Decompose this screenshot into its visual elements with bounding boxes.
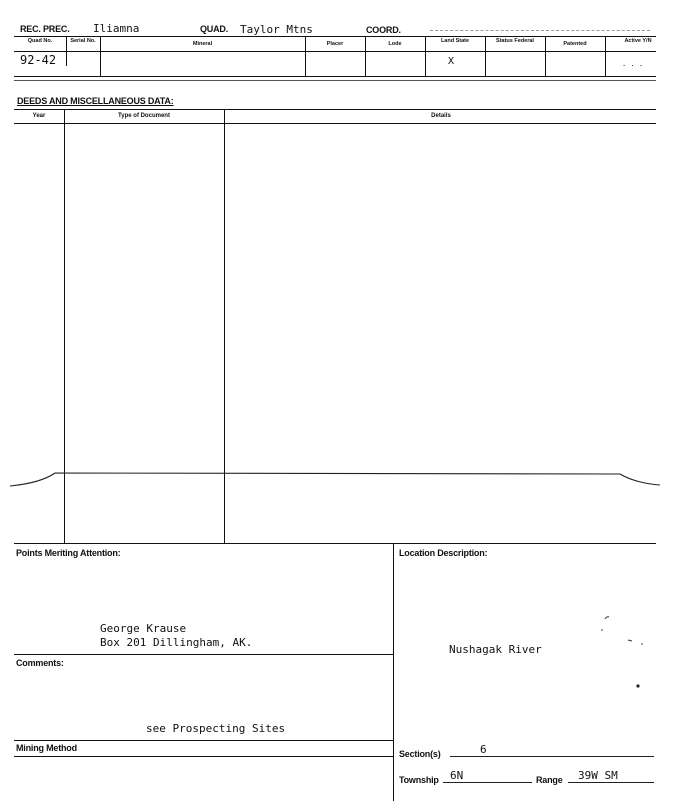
col-divider (485, 36, 486, 76)
col-header-land-state: Land State (440, 38, 470, 44)
township-line (443, 782, 532, 783)
deeds-col-year: Year (32, 113, 46, 119)
points-line-2: Box 201 Dillingham, AK. (100, 636, 253, 649)
coord-label: COORD. (366, 25, 401, 35)
location-label: Location Description: (399, 548, 488, 558)
table-bottom-rule (14, 76, 656, 77)
col-header-active: Active Y/N (624, 38, 652, 44)
points-line-1: George Krause (100, 622, 187, 635)
points-label: Points Meriting Attention: (16, 548, 121, 558)
section-label: Section(s) (399, 749, 441, 759)
comments-label: Comments: (16, 658, 64, 668)
range-value: 39W SM (578, 769, 618, 782)
table-top-rule (14, 36, 656, 37)
active-marks: . . . (622, 60, 644, 68)
table-double-rule (14, 80, 656, 81)
col-header-serial-no: Serial No. (70, 38, 96, 44)
section-line (450, 756, 654, 757)
comments-bottom-rule (14, 740, 393, 741)
fold-line (0, 462, 678, 492)
mining-method-rule (14, 756, 393, 757)
points-bottom-rule (14, 654, 393, 655)
quad-label: QUAD. (200, 24, 228, 34)
deeds-col-type: Type of Document (118, 113, 170, 119)
col-header-quad-no: Quad No. (27, 38, 53, 44)
deeds-col-details: Details (431, 113, 451, 119)
deeds-top-rule (14, 109, 656, 110)
township-value: 6N (450, 769, 464, 782)
quad-no-value: 92-42 (20, 53, 57, 67)
col-divider (605, 36, 606, 76)
rec-prec-label: REC. PREC. (20, 24, 70, 34)
col-header-mineral: Mineral (192, 41, 213, 47)
location-text: Nushagak River (449, 643, 542, 656)
comments-text: see Prospecting Sites (146, 722, 286, 735)
township-label: Township (399, 775, 439, 785)
col-header-patented: Patented (563, 41, 587, 47)
col-header-placer: Placer (326, 41, 344, 47)
lower-col-divider (393, 543, 394, 801)
section-value: 6 (480, 743, 487, 756)
quad-value: Taylor Mtns (240, 23, 313, 36)
range-label: Range (536, 775, 563, 785)
mining-method-label: Mining Method (16, 743, 77, 753)
deeds-header-rule (14, 123, 656, 124)
range-line (568, 782, 654, 783)
deeds-title: DEEDS AND MISCELLANEOUS DATA: (17, 96, 174, 106)
col-header-status-federal: Status Federal (496, 38, 534, 44)
coord-line (430, 30, 650, 31)
table-header-rule (14, 51, 656, 52)
col-divider (425, 36, 426, 76)
rec-prec-value: Iliamna (93, 22, 140, 35)
land-state-mark: X (448, 56, 455, 67)
col-header-lode: Lode (388, 41, 402, 47)
deeds-bottom-rule (14, 543, 656, 544)
scan-specks (590, 610, 660, 690)
